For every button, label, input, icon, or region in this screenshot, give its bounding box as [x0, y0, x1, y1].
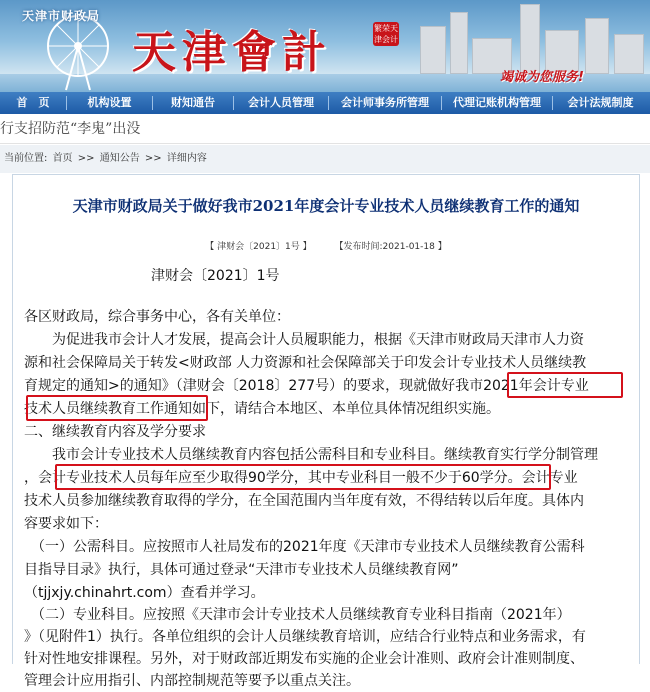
body-line: 育规定的通知>的通知》（津财会〔2018〕277号）的要求，现就做好我市2021年会计专业 — [24, 378, 589, 394]
building — [585, 18, 609, 74]
body-line: 技术人员继续教育工作通知如下，请结合本地区、本单位具体情况组织实施。 — [24, 401, 500, 417]
news-marquee[interactable] — [0, 114, 650, 144]
nav-notices[interactable]: 财知通告 — [171, 96, 215, 109]
body-line: 针对性地安排课程。另外，对于财政部近期发布实施的企业会计准则、政府会计准则制度、 — [24, 651, 584, 667]
body-line: 为促进我市会计人才发展，提高会计人员履职能力，根据《天津市财政局天津市人力资 — [24, 332, 584, 348]
nav-org[interactable]: 机构设置 — [87, 96, 132, 109]
breadcrumb — [0, 145, 650, 173]
body-line: 管理会计应用指引、内部控制规范等要予以重点关注。 — [24, 673, 360, 689]
doc-number-meta: 【 津财会〔2021〕1号 】 — [205, 242, 312, 252]
nav-firms[interactable]: 会计师事务所管理 — [341, 96, 429, 109]
body-line: （tjjxjy.chinahrt.com）查看并学习。 — [24, 585, 265, 601]
body-line: ，会计专业技术人员每年应至少取得90学分，其中专业科目一般不少于60学分。会计专业 — [24, 470, 578, 486]
body-line: （一）公需科目。应按照市人社局发布的2021年度《天津市专业技术人员继续教育公需科 — [24, 539, 585, 555]
highlight-box — [55, 464, 551, 490]
main-nav — [0, 92, 650, 114]
logo-seal: 繁荣天津会计 — [374, 24, 398, 44]
site-logo: 天津會計 — [132, 27, 332, 78]
nav-accountants[interactable]: 会计人员管理 — [248, 96, 314, 109]
breadcrumb-item-detail: 详细内容 — [166, 153, 207, 164]
site-banner — [0, 0, 650, 92]
article-meta — [13, 239, 639, 252]
breadcrumb-sep: >> — [144, 153, 162, 164]
body-line: 目指导目录》执行，具体可通过登录“天津市专业技术人员继续教育网” — [24, 562, 459, 578]
body-line: 我市会计专业技术人员继续教育内容包括公需科目和专业科目。继续教育实行学分制管理 — [24, 447, 598, 463]
breadcrumb-sep: >> — [77, 153, 95, 164]
breadcrumb-item-notices[interactable]: 通知公告 — [99, 153, 140, 164]
highlight-box — [26, 395, 208, 421]
nav-home[interactable]: 首 页 — [16, 96, 50, 109]
document-number: 津财会〔2021〕1号 — [151, 268, 280, 284]
body-line: 》（见附件1）执行。各单位组织的会计人员继续教育培训，应结合行业特点和业务需求，有 — [24, 629, 586, 645]
highlight-box — [507, 372, 623, 398]
body-line: 技术人员参加继续教育取得的学分，在全国范围内当年度有效，不得结转以后年度。具体内 — [24, 493, 584, 509]
article-title: 天津市财政局关于做好我市2021年度会计专业技术人员继续教育工作的通知 — [72, 197, 580, 215]
building — [450, 12, 468, 74]
body-line: 各区财政局，综合事务中心，各有关单位： — [24, 309, 290, 325]
banner-slogan: 竭诚为您服务! — [500, 70, 584, 85]
building — [520, 4, 540, 74]
section-heading: 二、继续教育内容及学分要求 — [24, 424, 206, 440]
site-name: 天津市财政局 — [22, 9, 101, 23]
marquee-text[interactable]: 行支招防范“李鬼”出没 — [0, 121, 141, 137]
body-line: （二）专业科目。应按照《天津市会计专业技术人员继续教育专业科目指南（2021年） — [24, 607, 571, 623]
building — [614, 34, 644, 74]
body-line: 源和社会保障局关于转发<财政部 人力资源和社会保障部关于印发会计专业技术人员继续教 — [24, 355, 587, 371]
body-line: 容要求如下： — [24, 516, 108, 532]
breadcrumb-item-home[interactable]: 首页 — [52, 153, 73, 164]
building — [420, 26, 446, 74]
nav-agencies[interactable]: 代理记账机构管理 — [453, 96, 541, 109]
nav-regulations[interactable]: 会计法规制度 — [567, 96, 634, 109]
publish-time: 【发布时间:2021-01-18 】 — [334, 242, 447, 252]
breadcrumb-label: 当前位置: — [4, 153, 48, 164]
